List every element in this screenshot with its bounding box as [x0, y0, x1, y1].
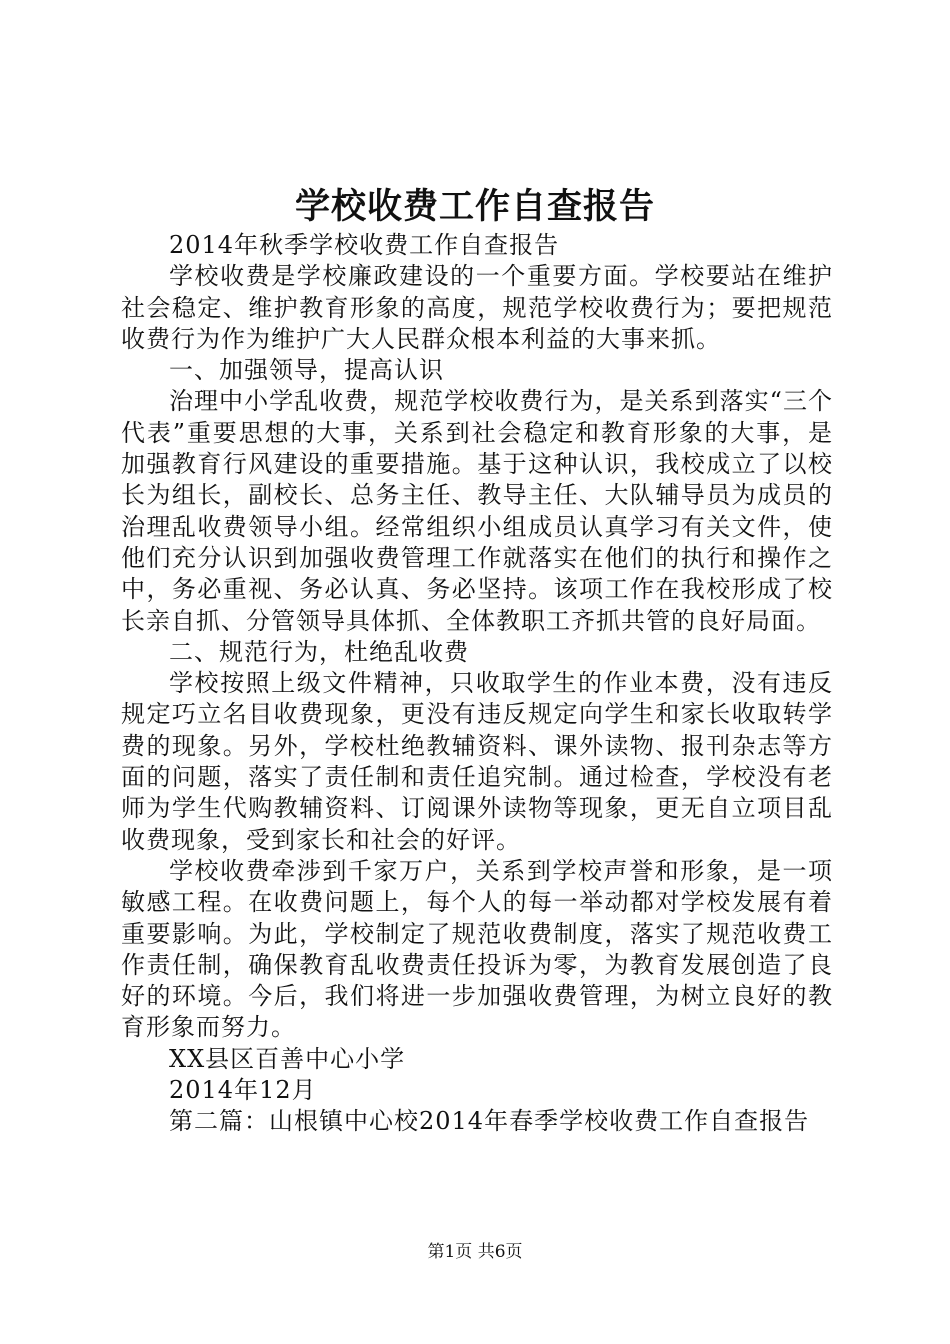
signature-school: XX县区百善中心小学 [169, 1044, 406, 1073]
section-2-paragraph: 学校按照上级文件精神，只收取学生的作业本费，没有违反规定巧立名目收费现象，更没有违反规定向学生和家长收取转学费的现象。另外，学校杜绝教辅资料、课外读物、报刊杂志等方面的问题，落实了责任制和责任追究制。通过检查，学校没有老师为学生代购教辅资料、订阅课外读物等现象，更无自立项目乱收费现象，受到家长和社会的好评。 [121, 669, 833, 854]
section-1-paragraph: 治理中小学乱收费，规范学校收费行为，是关系到落实“三个代表”重要思想的大事，关系到社会稳定和教育形象的大事，是加强教育行风建设的重要措施。基于这种认识，我校成立了以校长为组长，副校长、总务主任、教导主任、大队辅导员为成员的治理乱收费领导小组。经常组织小组成员认真学习有关文件，使他们充分认识到加强收费管理工作就落实在他们的执行和操作之中，务必重视、务必认真、务必坚持。该项工作在我校形成了校长亲自抓、分管领导具体抓、全体教职工齐抓共管的良好局面。 [121, 387, 833, 635]
section-heading-2: 二、规范行为，杜绝乱收费 [169, 637, 469, 666]
document-title: 学校收费工作自查报告 [294, 186, 655, 227]
document-body [121, 230, 833, 1138]
subtitle-line: 2014年秋季学校收费工作自查报告 [169, 231, 560, 259]
page-number: 第1页 共6页 [427, 1242, 523, 1262]
closing-paragraph: 学校收费牵涉到千家万户，关系到学校声誉和形象，是一项敏感工程。在收费问题上，每个人的每一举动都对学校发展有着重要影响。为此，学校制定了规范收费制度，落实了规范收费工作责任制，确保教育乱收费责任投诉为零，为教育发展创造了良好的环境。今后，我们将进一步加强收费管理，为树立良好的教育形象而努力。 [121, 856, 833, 1042]
section-heading-1: 一、加强领导，提高认识 [169, 356, 444, 385]
next-article-heading: 第二篇：山根镇中心校2014年春季学校收费工作自查报告 [169, 1107, 810, 1136]
intro-paragraph: 学校收费是学校廉政建设的一个重要方面。学校要站在维护社会稳定、维护教育形象的高度，规范学校收费行为；要把规范收费行为作为维护广大人民群众根本利益的大事来抓。 [121, 262, 833, 353]
signature-date: 2014年12月 [169, 1076, 317, 1105]
